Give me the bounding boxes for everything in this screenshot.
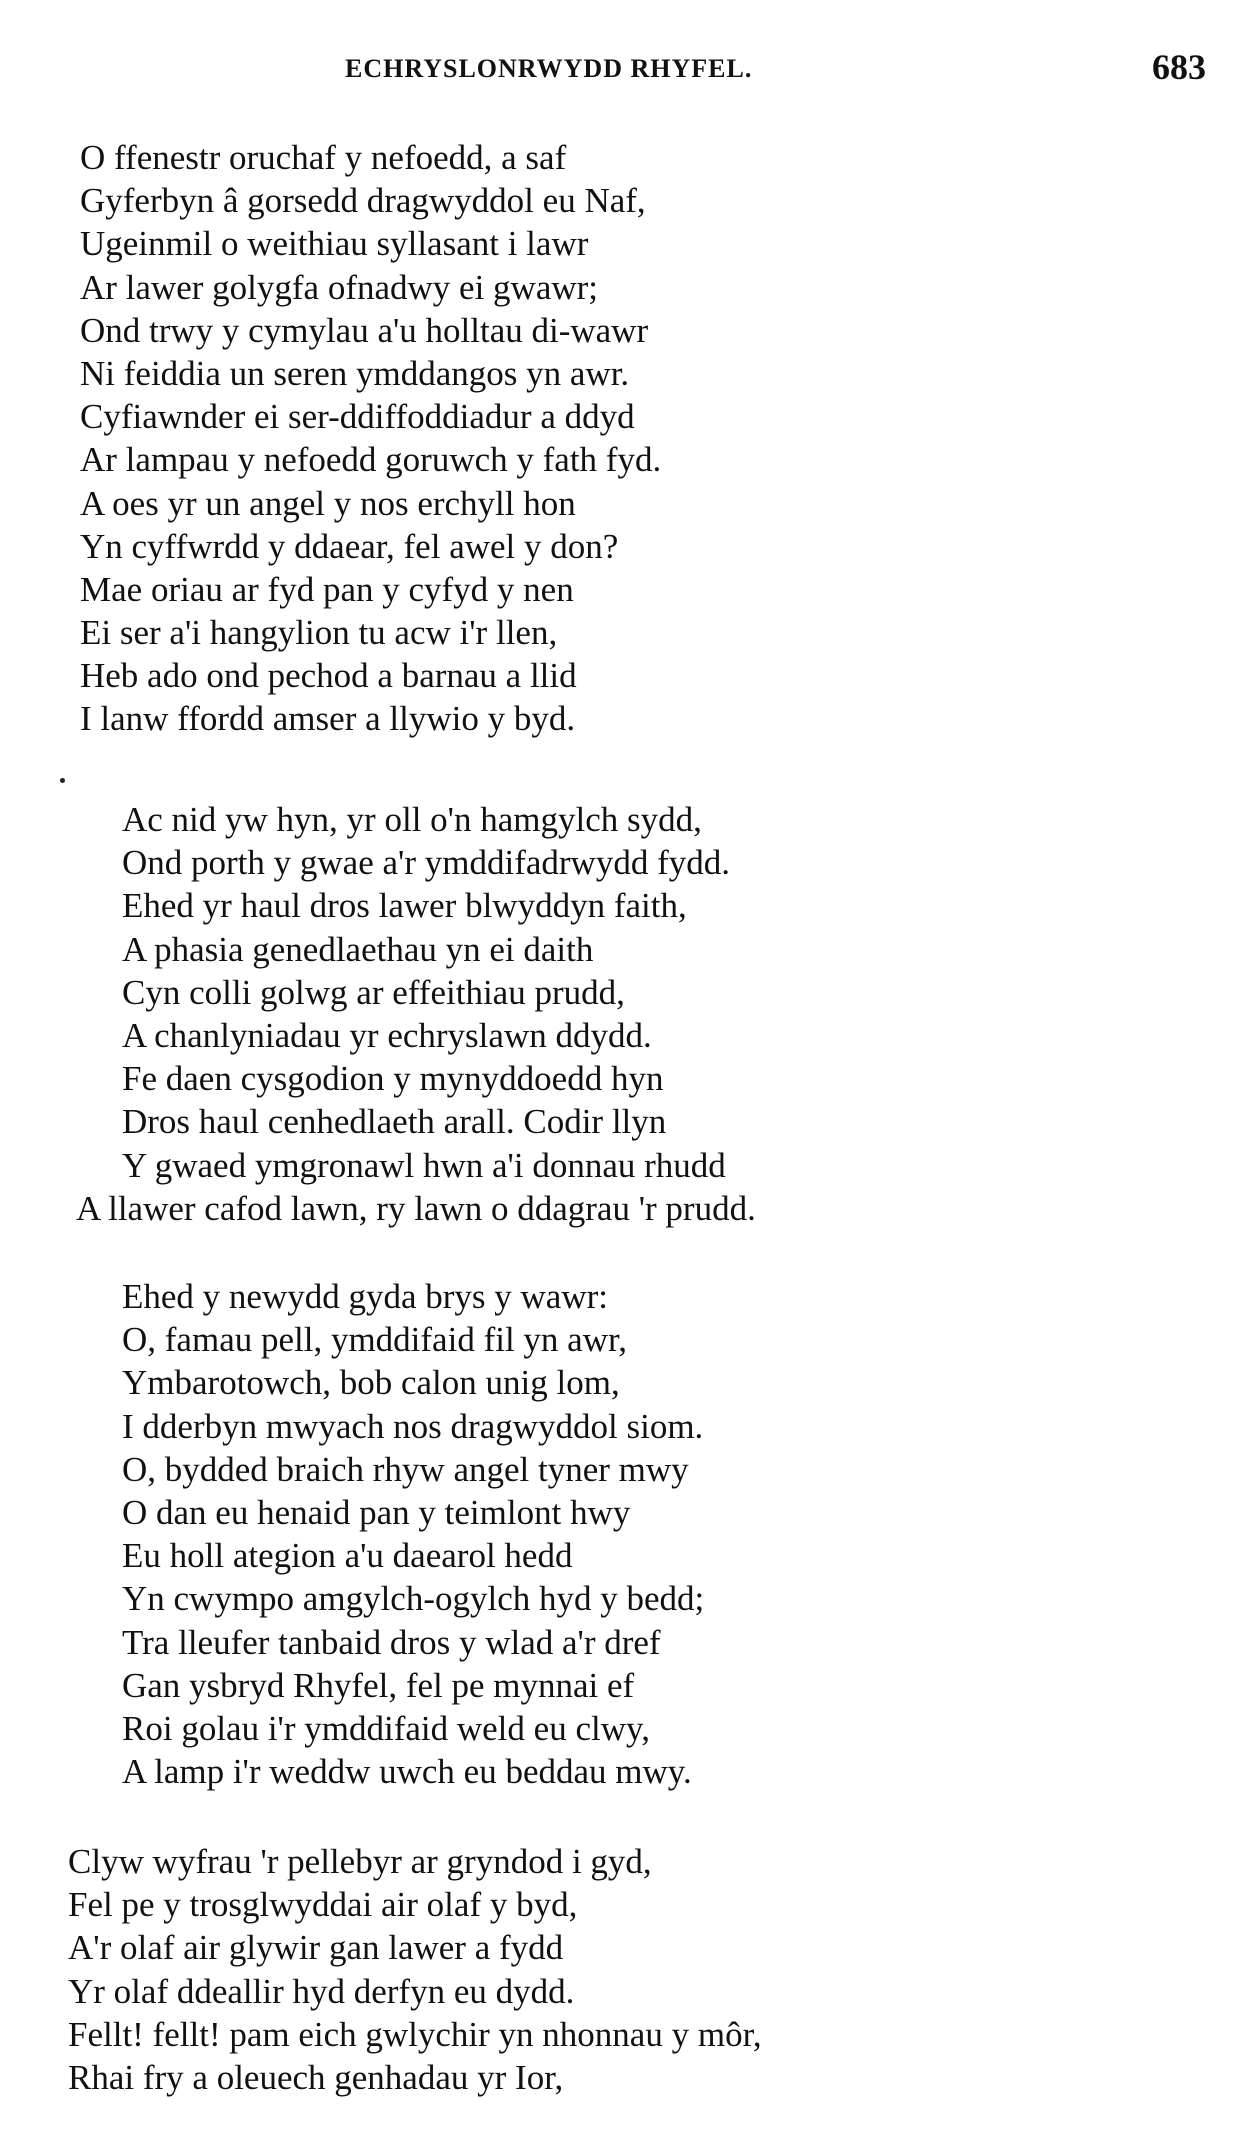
verse-line: Ugeinmil o weithiau syllasant i lawr bbox=[80, 224, 589, 264]
verse-line: Clyw wyfrau 'r pellebyr ar gryndod i gyd, bbox=[68, 1842, 652, 1881]
verse-line: Ond porth y gwae a'r ymddifadrwydd fydd. bbox=[122, 843, 730, 883]
verse-line: I lanw ffordd amser a llywio y byd. bbox=[80, 699, 576, 739]
verse-line: A chanlyniadau yr echryslawn ddydd. bbox=[122, 1015, 652, 1055]
verse-line: Mae oriau ar fyd pan y cyfyd y nen bbox=[80, 569, 574, 609]
verse-line: O, bydded braich rhyw angel tyner mwy bbox=[122, 1449, 689, 1489]
verse-line: O, famau pell, ymddifaid fil yn awr, bbox=[122, 1320, 627, 1360]
verse-line: Ehed y newydd gyda brys y wawr: bbox=[122, 1277, 609, 1316]
verse-line: Cyfiawnder ei ser-ddiffoddiadur a ddyd bbox=[80, 397, 635, 437]
verse-line: Ar lawer golygfa ofnadwy ei gwawr; bbox=[80, 267, 599, 307]
verse-line: I dderbyn mwyach nos dragwyddol siom. bbox=[122, 1406, 704, 1446]
verse-line: Gyferbyn â gorsedd dragwyddol eu Naf, bbox=[80, 181, 646, 221]
verse-line: O ffenestr oruchaf y nefoedd, a saf bbox=[80, 138, 567, 177]
verse-line: A'r olaf air glywir gan lawer a fydd bbox=[68, 1928, 564, 1968]
verse-line: Eu holl ategion a'u daearol hedd bbox=[122, 1536, 573, 1576]
running-title: ECHRYSLONRWYDD RHYFEL. bbox=[345, 54, 753, 83]
verse-line: Ymbarotowch, bob calon unig lom, bbox=[122, 1363, 620, 1403]
verse-line: Ar lampau y nefoedd goruwch y fath fyd. bbox=[80, 440, 662, 480]
verse-line: Yn cwympo amgylch-ogylch hyd y bedd; bbox=[122, 1579, 705, 1619]
verse-line: Roi golau i'r ymddifaid weld eu clwy, bbox=[122, 1708, 650, 1748]
page-header bbox=[0, 46, 1246, 98]
stanza-2 bbox=[76, 798, 756, 1230]
verse-line: Ni feiddia un seren ymddangos yn awr. bbox=[80, 353, 630, 393]
page-number: 683 bbox=[1152, 47, 1206, 87]
verse-line: Yn cyffwrdd y ddaear, fel awel y don? bbox=[80, 526, 619, 566]
verse-line: Cyn colli golwg ar effeithiau prudd, bbox=[122, 972, 625, 1012]
verse-line: Fellt! fellt! pam eich gwlychir yn nhonnau y môr, bbox=[68, 2014, 762, 2054]
verse-line: Ehed yr haul dros lawer blwyddyn faith, bbox=[122, 886, 687, 926]
verse-line: A phasia genedlaethau yn ei daith bbox=[122, 929, 594, 969]
verse-line: Y gwaed ymgronawl hwn a'i donnau rhudd bbox=[122, 1145, 726, 1185]
stanza-4 bbox=[68, 1840, 762, 2099]
stray-ink-dot bbox=[60, 778, 65, 783]
verse-line: Dros haul cenhedlaeth arall. Codir llyn bbox=[122, 1102, 667, 1142]
verse-line: A llawer cafod lawn, ry lawn o ddagrau 'r prudd. bbox=[76, 1188, 756, 1228]
verse-line: A oes yr un angel y nos erchyll hon bbox=[80, 483, 576, 523]
verse-line: Gan ysbryd Rhyfel, fel pe mynnai ef bbox=[122, 1665, 635, 1705]
verse-line: Rhai fry a oleuech genhadau yr Ior, bbox=[68, 2057, 564, 2097]
verse-line: Fe daen cysgodion y mynyddoedd hyn bbox=[122, 1059, 664, 1099]
verse-line: Fel pe y trosglwyddai air olaf y byd, bbox=[68, 1885, 578, 1925]
verse-line: Ac nid yw hyn, yr oll o'n hamgylch sydd, bbox=[122, 800, 702, 839]
verse-line: Tra lleufer tanbaid dros y wlad a'r dref bbox=[122, 1622, 661, 1662]
verse-line: Yr olaf ddeallir hyd derfyn eu dydd. bbox=[68, 1971, 575, 2011]
verse-line: Ond trwy y cymylau a'u holltau di-wawr bbox=[80, 310, 649, 350]
verse-line: O dan eu henaid pan y teimlont hwy bbox=[122, 1492, 631, 1532]
stanza-1 bbox=[80, 136, 661, 741]
verse-line: Heb ado ond pechod a barnau a llid bbox=[80, 656, 577, 696]
stanza-3 bbox=[122, 1275, 704, 1793]
verse-line: A lamp i'r weddw uwch eu beddau mwy. bbox=[122, 1752, 692, 1792]
verse-line: Ei ser a'i hangylion tu acw i'r llen, bbox=[80, 613, 558, 653]
